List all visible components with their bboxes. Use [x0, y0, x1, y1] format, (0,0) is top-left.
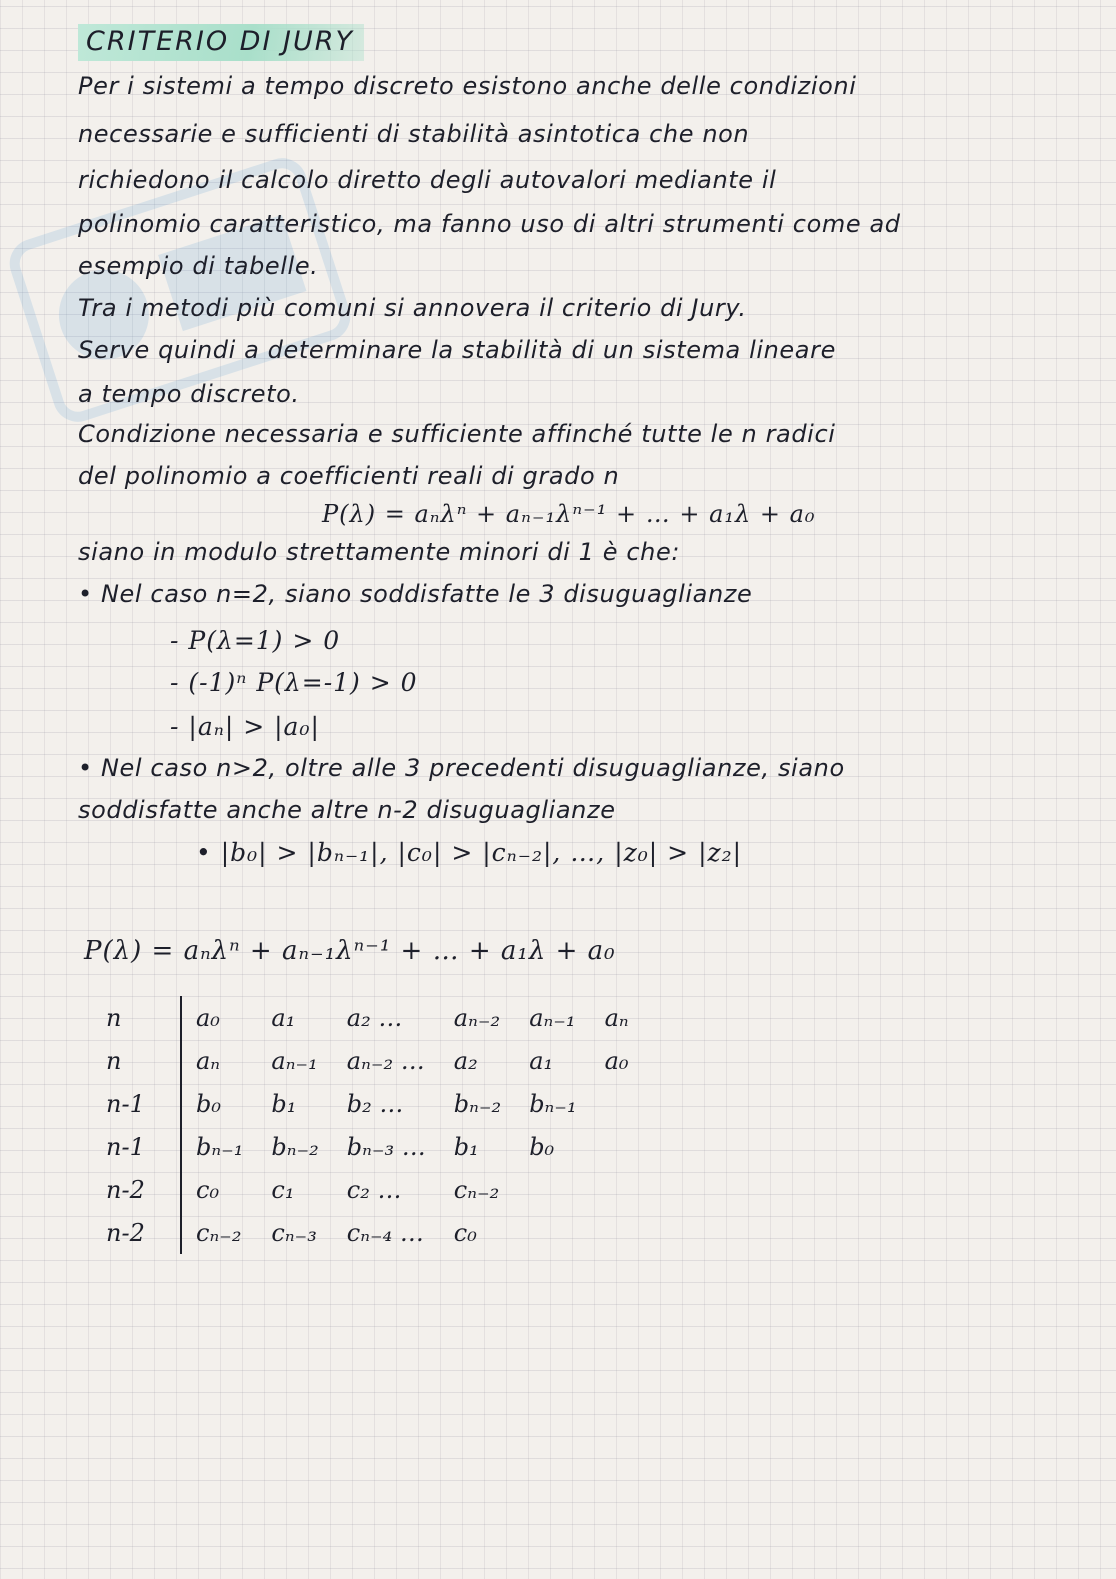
- paragraph2-line1: Tra i metodi più comuni si annovera il criterio di Jury.: [78, 294, 747, 322]
- table-row: [100, 1039, 643, 1082]
- table-cell: b₁: [271, 1089, 297, 1118]
- table-cell: [515, 1168, 590, 1211]
- table-cell: [591, 1125, 643, 1168]
- table-row: [100, 1082, 643, 1125]
- jury-table: [100, 996, 644, 1254]
- table-cell: c₀: [453, 1218, 477, 1247]
- condition-3: - |aₙ| > |a₀|: [170, 712, 320, 741]
- paragraph1-line5: esempio di tabelle.: [78, 252, 319, 280]
- paragraph1-line2: necessarie e sufficienti di stabilità asintotica che non: [78, 120, 750, 148]
- table-cell: [591, 1082, 643, 1125]
- table-cell: [591, 1168, 643, 1211]
- table-cell: c₁: [271, 1175, 295, 1204]
- table-cell: aₙ₋₁: [271, 1046, 318, 1075]
- table-cell: b₀: [529, 1132, 555, 1161]
- table-row: [100, 1168, 643, 1211]
- table-cell: bₙ₋₁: [529, 1089, 577, 1118]
- table-cell: cₙ₋₂: [196, 1218, 242, 1247]
- table-cell: cₙ₋₄ …: [346, 1218, 424, 1247]
- table-cell: aₙ₋₁: [529, 1003, 576, 1032]
- table-cell: a₂ …: [346, 1003, 403, 1032]
- case-n-equals-2: • Nel caso n=2, siano soddisfatte le 3 disuguaglianze: [78, 580, 753, 608]
- page-title: CRITERIO DI JURY: [78, 24, 364, 61]
- case-n-greater-2-line1: • Nel caso n>2, oltre alle 3 precedenti disuguaglianze, siano: [78, 754, 845, 782]
- table-cell: c₀: [196, 1175, 220, 1204]
- row-label: n-1: [100, 1082, 181, 1125]
- table-row: [100, 996, 643, 1039]
- table-cell: aₙ₋₂: [453, 1003, 501, 1032]
- table-cell: bₙ₋₁: [196, 1132, 244, 1161]
- table-cell: cₙ₋₂: [453, 1175, 500, 1204]
- condition-1: - P(λ=1) > 0: [170, 626, 341, 655]
- table-row: [100, 1125, 643, 1168]
- polynomial-definition: P(λ) = aₙλⁿ + aₙ₋₁λⁿ⁻¹ + … + a₁λ + a₀: [322, 500, 816, 528]
- table-cell: a₁: [529, 1046, 554, 1075]
- table-cell: bₙ₋₃ …: [346, 1132, 426, 1161]
- table-cell: b₀: [196, 1089, 221, 1118]
- table-cell: b₂ …: [346, 1089, 404, 1118]
- paragraph3-line2: del polinomio a coefficienti reali di grado n: [78, 462, 620, 490]
- table-cell: cₙ₋₃: [271, 1218, 317, 1247]
- table-cell: a₀: [604, 1046, 629, 1075]
- table-cell: b₁: [453, 1132, 479, 1161]
- row-label: n: [100, 996, 181, 1039]
- table-cell: [591, 1211, 643, 1254]
- table-cell: a₁: [271, 1003, 296, 1032]
- table-cell: aₙ₋₂ …: [346, 1046, 425, 1075]
- row-label: n-2: [100, 1211, 181, 1254]
- paragraph2-line2: Serve quindi a determinare la stabilità di un sistema lineare: [78, 336, 836, 364]
- paragraph1-line4: polinomio caratteristico, ma fanno uso di altri strumenti come ad: [78, 210, 901, 238]
- paragraph4: siano in modulo strettamente minori di 1 è che:: [78, 538, 681, 566]
- table-cell: bₙ₋₂: [453, 1089, 502, 1118]
- row-label: n-2: [100, 1168, 181, 1211]
- case-n-greater-2-line2: soddisfatte anche altre n-2 disuguaglianze: [78, 796, 616, 824]
- table-row: [100, 1211, 643, 1254]
- paragraph3-line1: Condizione necessaria e sufficiente affinché tutte le n radici: [78, 420, 836, 448]
- row-label: n: [100, 1039, 181, 1082]
- table-cell: c₂ …: [346, 1175, 402, 1204]
- table-cell: aₙ: [604, 1003, 629, 1032]
- row-label: n-1: [100, 1125, 181, 1168]
- polynomial-repeat: P(λ) = aₙλⁿ + aₙ₋₁λⁿ⁻¹ + … + a₁λ + a₀: [84, 936, 616, 966]
- table-cell: a₂: [453, 1046, 478, 1075]
- paragraph1-line3: richiedono il calcolo diretto degli autovalori mediante il: [78, 166, 777, 194]
- table-cell: bₙ₋₂: [271, 1132, 319, 1161]
- table-cell: aₙ: [196, 1046, 221, 1075]
- table-cell: [515, 1211, 590, 1254]
- paragraph2-line3: a tempo discreto.: [78, 380, 300, 408]
- table-cell: a₀: [196, 1003, 220, 1032]
- paragraph1-line1: Per i sistemi a tempo discreto esistono anche delle condizioni: [78, 72, 857, 100]
- condition-2: - (-1)ⁿ P(λ=-1) > 0: [170, 668, 418, 697]
- extra-conditions: • |b₀| > |bₙ₋₁|, |c₀| > |cₙ₋₂|, …, |z₀| > |z₂|: [196, 838, 743, 867]
